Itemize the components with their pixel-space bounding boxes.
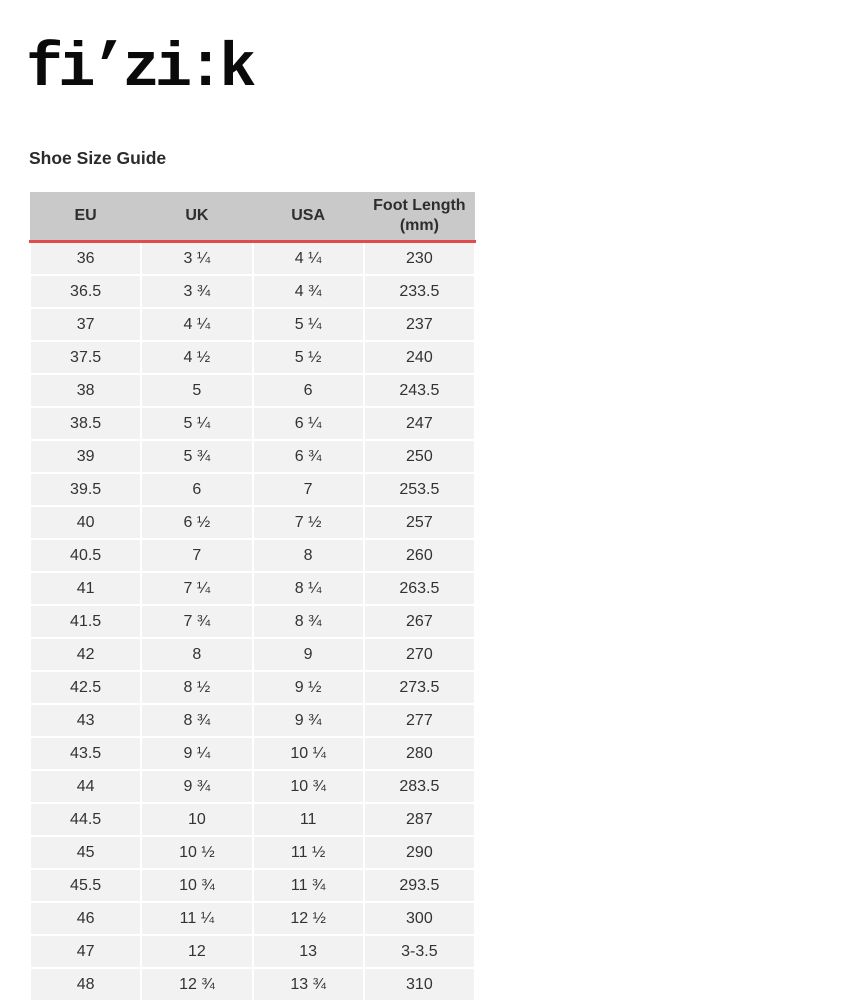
table-row xyxy=(30,704,475,737)
table-cell: 9 ½ xyxy=(253,671,364,704)
column-header: Foot Length (mm) xyxy=(364,192,475,242)
table-cell: 13 ¾ xyxy=(253,968,364,1000)
table-cell: 10 ¾ xyxy=(253,770,364,803)
table-row xyxy=(30,836,475,869)
table-cell: 46 xyxy=(30,902,141,935)
table-cell: 4 ¼ xyxy=(141,308,252,341)
table-cell: 7 ¾ xyxy=(141,605,252,638)
table-cell: 6 xyxy=(253,374,364,407)
column-header: EU xyxy=(30,192,141,242)
table-cell: 40 xyxy=(30,506,141,539)
table-cell: 12 ¾ xyxy=(141,968,252,1000)
column-header: USA xyxy=(253,192,364,242)
table-cell: 5 ¾ xyxy=(141,440,252,473)
shoe-size-table xyxy=(29,192,476,1000)
table-cell: 8 ¾ xyxy=(253,605,364,638)
table-cell: 7 xyxy=(253,473,364,506)
table-cell: 290 xyxy=(364,836,475,869)
column-header: UK xyxy=(141,192,252,242)
fizik-logo: fi’zi:k xyxy=(26,33,252,104)
table-cell: 3 ¾ xyxy=(141,275,252,308)
table-cell: 250 xyxy=(364,440,475,473)
table-cell: 43.5 xyxy=(30,737,141,770)
table-cell: 38.5 xyxy=(30,407,141,440)
table-row xyxy=(30,539,475,572)
table-cell: 8 xyxy=(141,638,252,671)
table-cell: 9 ¾ xyxy=(141,770,252,803)
table-cell: 230 xyxy=(364,242,475,276)
table-cell: 7 ¼ xyxy=(141,572,252,605)
table-cell: 6 ¾ xyxy=(253,440,364,473)
table-cell: 7 xyxy=(141,539,252,572)
table-cell: 10 xyxy=(141,803,252,836)
table-cell: 10 ½ xyxy=(141,836,252,869)
table-cell: 277 xyxy=(364,704,475,737)
table-cell: 293.5 xyxy=(364,869,475,902)
table-cell: 9 ¼ xyxy=(141,737,252,770)
table-row xyxy=(30,440,475,473)
table-cell: 10 ¾ xyxy=(141,869,252,902)
table-row xyxy=(30,374,475,407)
table-cell: 11 ¾ xyxy=(253,869,364,902)
table-cell: 240 xyxy=(364,341,475,374)
table-cell: 48 xyxy=(30,968,141,1000)
table-row xyxy=(30,902,475,935)
table-cell: 45.5 xyxy=(30,869,141,902)
table-row xyxy=(30,506,475,539)
table-cell: 260 xyxy=(364,539,475,572)
table-row xyxy=(30,341,475,374)
table-cell: 4 ½ xyxy=(141,341,252,374)
table-cell: 45 xyxy=(30,836,141,869)
table-cell: 287 xyxy=(364,803,475,836)
table-cell: 12 ½ xyxy=(253,902,364,935)
table-row xyxy=(30,869,475,902)
table-cell: 283.5 xyxy=(364,770,475,803)
table-cell: 40.5 xyxy=(30,539,141,572)
table-row xyxy=(30,605,475,638)
table-cell: 270 xyxy=(364,638,475,671)
table-row xyxy=(30,308,475,341)
table-cell: 39 xyxy=(30,440,141,473)
table-cell: 6 xyxy=(141,473,252,506)
table-cell: 8 ¼ xyxy=(253,572,364,605)
table-cell: 37.5 xyxy=(30,341,141,374)
table-cell: 300 xyxy=(364,902,475,935)
table-cell: 11 ½ xyxy=(253,836,364,869)
table-cell: 8 ¾ xyxy=(141,704,252,737)
table-head xyxy=(30,192,475,242)
table-cell: 243.5 xyxy=(364,374,475,407)
table-cell: 43 xyxy=(30,704,141,737)
table-cell: 247 xyxy=(364,407,475,440)
table-row xyxy=(30,968,475,1000)
table-cell: 5 ¼ xyxy=(141,407,252,440)
table-cell: 310 xyxy=(364,968,475,1000)
table-cell: 9 xyxy=(253,638,364,671)
table-cell: 36 xyxy=(30,242,141,276)
table-row xyxy=(30,638,475,671)
table-cell: 237 xyxy=(364,308,475,341)
table-cell: 280 xyxy=(364,737,475,770)
table-cell: 5 ½ xyxy=(253,341,364,374)
table-cell: 6 ½ xyxy=(141,506,252,539)
table-cell: 7 ½ xyxy=(253,506,364,539)
table-cell: 37 xyxy=(30,308,141,341)
table-row xyxy=(30,407,475,440)
table-row xyxy=(30,572,475,605)
table-cell: 38 xyxy=(30,374,141,407)
table-cell: 8 ½ xyxy=(141,671,252,704)
table-cell: 9 ¾ xyxy=(253,704,364,737)
table-cell: 41 xyxy=(30,572,141,605)
table-cell: 6 ¼ xyxy=(253,407,364,440)
table-cell: 36.5 xyxy=(30,275,141,308)
table-cell: 3 ¼ xyxy=(141,242,252,276)
table-cell: 11 xyxy=(253,803,364,836)
table-cell: 3-3.5 xyxy=(364,935,475,968)
table-cell: 4 ¾ xyxy=(253,275,364,308)
table-cell: 47 xyxy=(30,935,141,968)
table-cell: 39.5 xyxy=(30,473,141,506)
table-cell: 42.5 xyxy=(30,671,141,704)
table-cell: 12 xyxy=(141,935,252,968)
table-cell: 10 ¼ xyxy=(253,737,364,770)
table-body xyxy=(30,242,475,1000)
table-cell: 11 ¼ xyxy=(141,902,252,935)
table-row xyxy=(30,275,475,308)
table-row xyxy=(30,803,475,836)
table-row xyxy=(30,242,475,276)
table-row xyxy=(30,770,475,803)
table-cell: 273.5 xyxy=(364,671,475,704)
table-cell: 44.5 xyxy=(30,803,141,836)
table-cell: 8 xyxy=(253,539,364,572)
page-title: Shoe Size Guide xyxy=(29,148,167,168)
table-cell: 257 xyxy=(364,506,475,539)
table-cell: 267 xyxy=(364,605,475,638)
table-cell: 233.5 xyxy=(364,275,475,308)
table-cell: 5 xyxy=(141,374,252,407)
table-cell: 4 ¼ xyxy=(253,242,364,276)
table-cell: 263.5 xyxy=(364,572,475,605)
table-row xyxy=(30,935,475,968)
table-row xyxy=(30,737,475,770)
table-row xyxy=(30,473,475,506)
table-cell: 253.5 xyxy=(364,473,475,506)
table-cell: 42 xyxy=(30,638,141,671)
table-cell: 41.5 xyxy=(30,605,141,638)
table-cell: 5 ¼ xyxy=(253,308,364,341)
table-cell: 13 xyxy=(253,935,364,968)
table-row xyxy=(30,671,475,704)
table-cell: 44 xyxy=(30,770,141,803)
table-header-row xyxy=(30,192,475,242)
